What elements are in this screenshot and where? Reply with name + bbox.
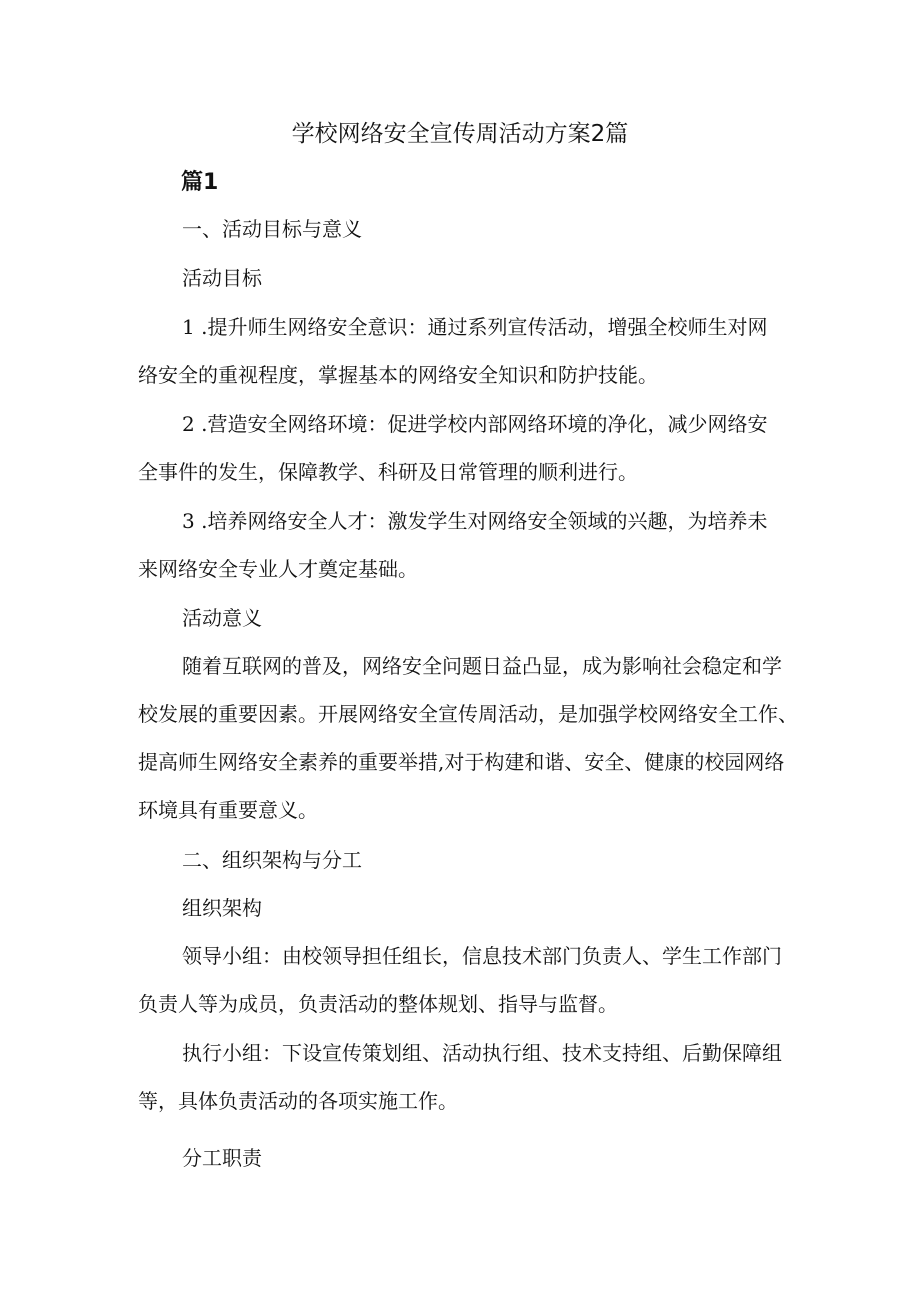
org-heading: 组织架构 [182, 896, 262, 920]
significance-line4: 环境具有重要意义。 [138, 798, 318, 822]
goal1-line2: 络安全的重视程度，掌握基本的网络安全知识和防护技能。 [138, 363, 658, 387]
goal2-line2: 全事件的发生，保障教学、科研及日常管理的顺利进行。 [138, 460, 638, 484]
significance-line2: 校发展的重要因素。开展网络安全宣传周活动，是加强学校网络安全工作、 [138, 702, 798, 726]
part-heading: 篇1 [181, 170, 219, 195]
significance-line3: 提高师生网络安全素养的重要举措,对于构建和谐、安全、健康的校园网络 [138, 750, 785, 774]
goal2-line1: 2 .营造安全网络环境：促进学校内部网络环境的净化，减少网络安 [182, 412, 768, 436]
goals-heading: 活动目标 [182, 266, 262, 290]
leader-line1: 领导小组：由校领导担任组长，信息技术部门负责人、学生工作部门 [182, 944, 782, 968]
document-title: 学校网络安全宣传周活动方案2篇 [291, 121, 629, 147]
exec-line1: 执行小组：下设宣传策划组、活动执行组、技术支持组、后勤保障组 [182, 1041, 782, 1065]
leader-line2: 负责人等为成员，负责活动的整体规划、指导与监督。 [138, 992, 618, 1016]
section1-heading: 一、活动目标与意义 [182, 217, 362, 241]
duties-heading: 分工职责 [182, 1146, 262, 1170]
goal1-line1: 1 .提升师生网络安全意识：通过系列宣传活动，增强全校师生对网 [182, 315, 768, 339]
significance-line1: 随着互联网的普及，网络安全问题日益凸显，成为影响社会稳定和学 [182, 654, 782, 678]
goal3-line1: 3 .培养网络安全人才：激发学生对网络安全领域的兴趣，为培养未 [182, 509, 768, 533]
exec-line2: 等，具体负责活动的各项实施工作。 [138, 1089, 458, 1113]
goal3-line2: 来网络安全专业人才奠定基础。 [138, 557, 418, 581]
significance-heading: 活动意义 [182, 606, 262, 630]
section2-heading: 二、组织架构与分工 [182, 848, 362, 872]
